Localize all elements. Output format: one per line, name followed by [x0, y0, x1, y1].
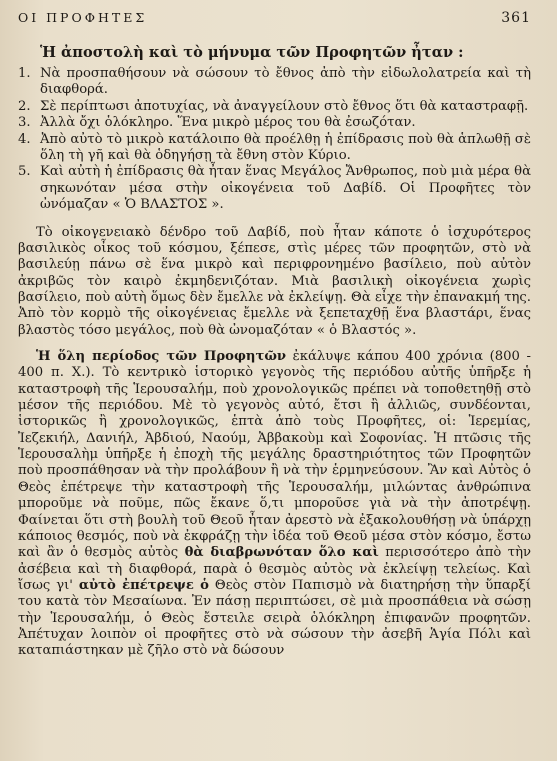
list-text: Καὶ αὐτὴ ἡ ἐπίδρασις θὰ ἦταν ἕνας Μεγάλος Ἄνθρωπος, ποὺ μιὰ μέρα θὰ σηκωνόταν μέσα στὴν οἰκογένεια τοῦ Δαβίδ. Οἱ Προφῆτες τὸν ὠνόμαζαν « Ὁ ΒΛΑΣΤΟΣ ». [40, 164, 531, 213]
paragraph-text: περισσότερο ἀπὸ τὴν ἀσέβεια καὶ τὴ διαφθορά, παρὰ ὁ θεσμὸς αὐτὸς νὰ ἐκλείψῃ τελείως. Καὶ ἴσως γι' [18, 545, 531, 593]
list-number: 5. [18, 164, 31, 180]
list-text: Ἀπὸ αὐτὸ τὸ μικρὸ κατάλοιπο θὰ προέλθῃ ἡ ἐπίδρασις ποὺ θὰ ἁπλωθῇ σὲ ὅλη τὴ γῆ καὶ θὰ ὁδηγήσῃ τὰ ἔθνη στὸν Κύριο. [40, 131, 531, 164]
page-number: 361 [501, 10, 531, 26]
list-item [18, 99, 531, 115]
paragraph-david-family: Τὸ οἰκογενειακὸ δένδρο τοῦ Δαβίδ, ποὺ ἦταν κάποτε ὁ ἰσχυρότερος βασιλικὸς οἶκος τοῦ κόσμου, ξέπεσε, στὶς μέρες τῶν προφητῶν, στὸ νὰ βασιλεύῃ πάνω σὲ ἕνα μικρὸ καὶ περιφρονημένο βασίλειο, ποὺ αὐτὸν ἀκριβῶς τὸν καιρὸ ἐκμηδενιζόταν. Μιὰ βασιλικὴ οἰκογένεια χωρὶς βασίλειο, ποὺ αὐτὴ ὅμως δὲν ἔμελλε νὰ ἐκλείψῃ. Θὰ εἶχε τὴν ἐπανακμή της. Ἀπὸ τὸν κορμὸ τῆς οἰκογένειας ἔμελλε νὰ ξεπεταχθῇ ἕνα βλαστάρι, ἕνας βλαστὸς τόσο μεγάλος, ποὺ θὰ ὠνομαζόταν « ὁ Βλαστός ». [18, 224, 531, 338]
list-number: 4. [18, 131, 31, 147]
mission-list [18, 66, 531, 214]
list-item [18, 164, 531, 213]
list-number: 2. [18, 98, 31, 114]
paragraph-text: ἐκάλυψε κάπου 400 χρόνια (800 - 400 π. Χ.). Τὸ κεντρικὸ ἱστορικὸ γεγονὸς τῆς περιόδου αὐτῆς ὑπῆρξε ἡ καταστροφὴ τῆς Ἱερουσαλήμ, ποὺ χρονολογικῶς πρέπει νὰ τοποθετηθῇ στὸ μέσον τῆς περιόδου. Μὲ τὸ γεγονὸς αὐτό, ἔτσι ἢ ἀλλιῶς, συνδέονται, ἱστορικῶς ἢ χρονολογικῶς, ἑπτὰ ἀπὸ τοὺς Προφῆτες, οἱ: Ἱερεμίας, Ἰεζεκιήλ, Δανιήλ, Ἀβδιού, Ναούμ, Ἀββακοὺμ καὶ Σοφονίας. Ἡ πτῶσις τῆς Ἱερουσαλὴμ ὑπῆρξε ἡ ἐποχὴ τῆς μεγάλης δραστηριότητος τῶν Προφητῶν ποὺ προσπάθησαν νὰ τὴν προλάβουν ἢ νὰ τὴν ἑρμηνεύσουν. Ἂν καὶ Αὐτὸς ὁ Θεὸς ἐπέτρεψε τὴν καταστροφὴ τῆς Ἱερουσαλήμ, μιλώντας ἀνθρώπινα μποροῦμε νὰ ποῦμε, πῶς ἔκανε ὅ,τι μποροῦσε γιὰ νὰ τὴν ἀποτρέψῃ. Φαίνεται ὅτι στὴ βουλὴ τοῦ Θεοῦ ἦταν ἀρεστὸ νὰ ἐξακολουθήσῃ νὰ ὑπάρχῃ κάποιος θεσμός, ποὺ νὰ ἐκφράζῃ τὴν ἰδέα τοῦ Θεοῦ μέσα στὸν κόσμο, ἔστω καὶ ἂν ὁ θεσμὸς αὐτὸς [18, 349, 531, 561]
paragraph-bold-phrase: θὰ διαβρωνόταν ὅλο καὶ [184, 545, 379, 561]
paragraph-lead-bold: Ἡ ὅλη περίοδος τῶν Προφητῶν [36, 349, 287, 365]
paragraph-bold-phrase: αὐτὸ ἐπέτρεψε ὁ [78, 577, 209, 593]
list-text: Σὲ περίπτωσι ἀποτυχίας, νὰ ἀναγγείλουν στὸ ἔθνος ὅτι θὰ καταστραφῇ. [40, 98, 529, 114]
list-text: Ἀλλὰ ὄχι ὁλόκληρο. Ἕνα μικρὸ μέρος του θὰ ἐσωζόταν. [40, 115, 416, 131]
list-number: 3. [18, 115, 31, 131]
running-header [18, 10, 531, 32]
list-text: Νὰ προσπαθήσουν νὰ σώσουν τὸ ἔθνος ἀπὸ τὴν εἰδωλολατρεία καὶ τὴ διαφθορά. [40, 66, 531, 98]
list-item [18, 132, 531, 165]
list-number: 1. [18, 66, 31, 81]
list-item [18, 115, 531, 131]
section-heading: Ἡ ἀποστολὴ καὶ τὸ μήνυμα τῶν Προφητῶν ἦταν : [40, 44, 464, 61]
list-item [18, 66, 531, 99]
paragraph-text: Θεὸς στὸν Παπισμὸ νὰ διατηρήσῃ τὴν ὕπαρξί του κατὰ τὸν Μεσαίωνα. Ἐν πάσῃ περιπτώσει, σὲ μιὰ προσπάθεια νὰ σώσῃ τὴν Ἱερουσαλήμ, ὁ Θεὸς ἔστειλε σειρὰ ὁλόκληρη ἐπιφανῶν προφητῶν. Ἀπέτυχαν λοιπὸν οἱ προφῆτες στὸ νὰ σώσουν τὴν ἀσεβῆ Ἁγία Πόλι καὶ καταπιάστηκαν μὲ ζῆλο στὸ νὰ δώσουν [18, 577, 531, 659]
paragraph-prophets-period [18, 349, 531, 660]
running-title: ΟΙ ΠΡΟΦΗΤΕΣ [18, 10, 148, 25]
